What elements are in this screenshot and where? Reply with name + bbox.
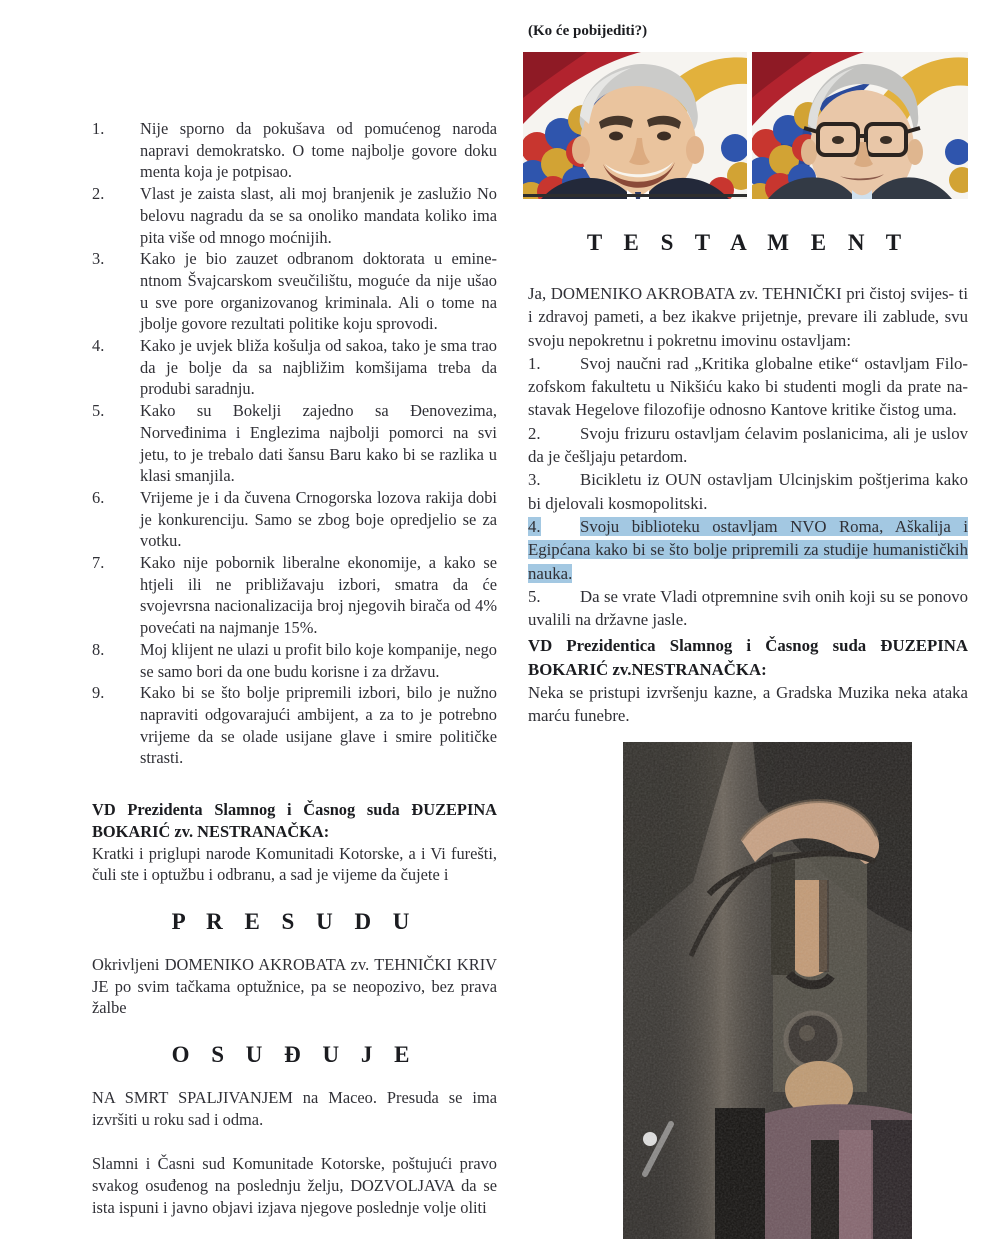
list-item-number: 8.	[92, 639, 105, 659]
list-item-text: Kako su Bokelji zajedno sa Đenovezima, Norveđinima i Englezima najbolji pomorci na svi jetu, to je trebalo dati šansu Baru kako bi se razlika u klasi smanjila.	[140, 401, 497, 486]
list-item	[92, 682, 497, 769]
testament-item-number: 2.	[528, 423, 541, 443]
candidate-photos	[523, 52, 968, 199]
defense-points-list	[92, 118, 497, 769]
list-item	[92, 248, 497, 335]
list-item-number: 1.	[92, 119, 105, 138]
judge-statement-right: Neka se pristupi izvršenju kazne, a Gradska Muzika neka ataka marću funebre.	[528, 683, 968, 726]
judge-statement-left: Kratki i priglupi narode Komunitadi Kotorske, a i Vi furešti, čuli ste i optužbu i odbranu, a sad je vijeme da čujete i	[92, 843, 497, 885]
verdict-paragraph: Okrivljeni DOMENIKO AKROBATA zv. TEHNIČKI KRIV JE po svim tačkama optužnice, pa se neopozivo, bez prava žalbe	[92, 954, 497, 1018]
photo-right-man	[752, 52, 968, 199]
presudu-heading: P R E S U D U	[171, 908, 418, 934]
list-item-text: Vrijeme je i da čuvena Crnogorska lozova rakija dobi je konkurenciju. Samo se zbog boje opredjelio se za votku.	[140, 487, 497, 551]
osuduje-heading: O S U Đ U J E	[171, 1042, 418, 1068]
testament-item-text: Svoju frizuru ostavljam ćelavim poslanicima, ali je uslov da je češljaju petardom.	[528, 423, 968, 467]
list-item-text: Vlast je zaista slast, ali moj branjenik je zaslužio No belovu nagradu da se sa onoliko mandata koliko ima pita više od mnogo moćnijih.	[140, 184, 497, 247]
judge-title-right: VD Prezidentica Slamnog i Časnog suda ĐUZEPINA BOKARIĆ zv.NESTRANAČKA:	[528, 636, 968, 679]
list-item	[92, 639, 497, 682]
list-item-text: Kako nije pobornik liberalne ekonomije, a kako se htjeli ili ne približavaju izbori, smatra da će svojevrsna nacionalizacija broj njegovih birača od 4% povećati na najmanje 15%.	[140, 553, 497, 638]
artwork-charcoal-portrait	[623, 742, 912, 1239]
list-item-number: 2.	[92, 184, 105, 204]
list-item-text: Moj klijent ne ulazi u profit bilo koje kompanije, nego se samo bori da one budu korisne i za državu.	[140, 639, 497, 681]
list-item-text: Kako je uvjek bliža košulja od sakoa, tako je sma trao da je bolje da sa najbližim komšijama treba da produbi saradnju.	[140, 336, 497, 399]
list-item	[92, 183, 497, 248]
testament-item-text: Svoj naučni rad „Kritika globalne etike“ ostavljam Filo- zofskom fakultetu u Nikšiću kako bi studenti mogli da prate na- stavak Hegelove filozofije odnosno Kantove kritike čistog uma.	[528, 353, 968, 420]
list-item-text: Nije sporno da pokušava od pomućenog naroda napravi demokratsko. O tome najbolje govore doku menta koja je potpisao.	[140, 119, 497, 182]
testament-items	[528, 352, 968, 632]
photo-left-man	[523, 52, 747, 199]
list-item-number: 7.	[92, 553, 105, 573]
judge-block-right	[528, 634, 968, 727]
list-item-number: 3.	[92, 249, 105, 269]
testament-item	[528, 422, 968, 469]
list-item-number: 9.	[92, 683, 105, 703]
testament-item-number: 1.	[528, 353, 541, 373]
testament-item-text: Svoju biblioteku ostavljam NVO Roma, Aškalija i Egipćana kako bi se što bolje pripremili za studije humanističkih nauka.	[528, 516, 968, 583]
list-item-text: Kako je bio zauzet odbranom doktorata u emine- ntnom Švajcarskom sveučilištu, moguće da nije ušao u sve pore organizovanog kriminala. Ali o tome na jbolje govore rezultati politike koju sprovodi.	[140, 249, 497, 334]
judge-block-left	[92, 799, 497, 886]
list-item-number: 5.	[92, 401, 105, 421]
testament-item	[528, 585, 968, 632]
testament-heading: T E S T A M E N T	[586, 230, 910, 255]
list-item	[92, 118, 497, 183]
left-column	[92, 118, 497, 1219]
sentence-paragraph: NA SMRT SPALJIVANJEM na Maceo. Presuda se ima izvršiti u roku sad i odma.	[92, 1088, 497, 1129]
testament-item	[528, 468, 968, 515]
list-item-number: 6.	[92, 487, 105, 507]
list-item	[92, 400, 497, 487]
testament-item-number: 5.	[528, 586, 541, 606]
closing-paragraph: Slamni i Časni sud Komunitade Kotorske, poštujući pravo svakog osuđenog na poslednju želju, DOZVOLJAVA da se ista ispuni i javno objavi izjava njegove poslednje volje oliti	[92, 1154, 497, 1217]
testament-item-text: Bicikletu iz OUN ostavljam Ulcinjskim poštjerima kako bi djelovali kosmopolitski.	[528, 470, 968, 513]
testament-intro: Ja, DOMENIKO AKROBATA zv. TEHNIČKI pri čistoj svijes- ti i zdravoj pameti, a bez ikakve prijetnje, prevare ili zablude, svu svoju nepokretnu i pokretnu imovinu ostavljam:	[528, 284, 968, 350]
photos-caption: (Ko će pobijediti?)	[528, 23, 648, 39]
testament-item-text: Da se vrate Vladi otpremnine svih onih koji su se ponovo uvalili na državne jasle.	[528, 586, 968, 630]
list-item	[92, 552, 497, 639]
list-item-text: Kako bi se što bolje pripremili izbori, bilo je nužno napraviti odgovarajući ambijent, a za to je potrebno vrijeme da se olade usijane glave i smire političke strasti.	[140, 683, 497, 768]
list-item	[92, 487, 497, 552]
right-column	[528, 22, 968, 728]
testament-item-number: 4.	[528, 516, 541, 536]
judge-title-left: VD Prezidenta Slamnog i Časnog suda ĐUZEPINA BOKARIĆ zv. NESTRANAČKA:	[92, 800, 497, 841]
testament-item	[528, 352, 968, 422]
list-item-number: 4.	[92, 336, 105, 356]
testament-item-highlighted	[528, 515, 968, 585]
list-item	[92, 335, 497, 400]
testament-item-number: 3.	[528, 470, 541, 490]
